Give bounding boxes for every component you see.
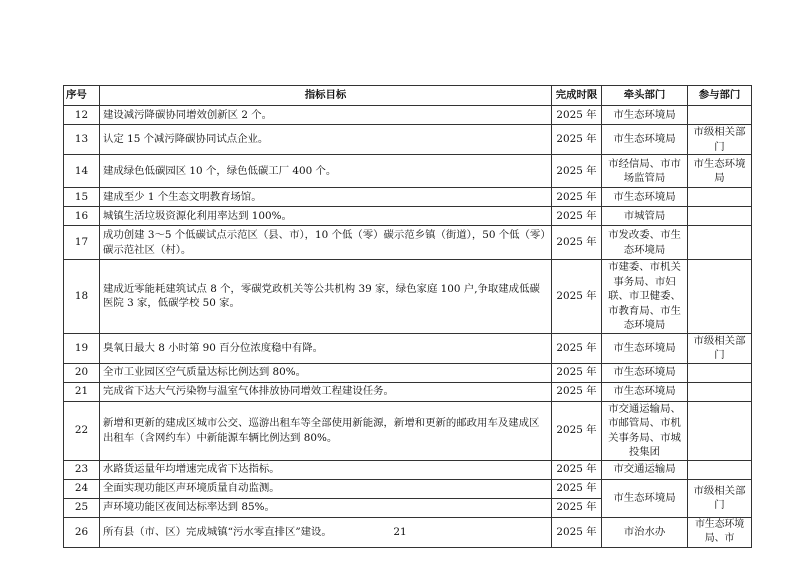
cell-lead: 市生态环境局 [602,363,688,382]
table-row [64,226,752,260]
cell-target: 全面实现功能区声环境质量自动监测。 [100,479,552,498]
cell-lead: 市城管局 [602,207,688,226]
table-row [64,125,752,155]
cell-target: 认定 15 个减污降碳协同试点企业。 [100,125,552,155]
header-seq: 序号 [64,86,100,106]
cell-seq: 17 [64,226,100,260]
cell-target: 建成绿色低碳园区 10 个，绿色低碳工厂 400 个。 [100,155,552,188]
table-row [64,260,752,334]
cell-deadline: 2025 年 [552,401,602,460]
cell-seq: 22 [64,401,100,460]
header-deadline: 完成时限 [552,86,602,106]
table-row [64,401,752,460]
cell-deadline: 2025 年 [552,125,602,155]
cell-target: 水路货运量年均增速完成省下达指标。 [100,460,552,479]
cell-participants [688,226,752,260]
cell-target: 建设减污降碳协同增效创新区 2 个。 [100,106,552,125]
cell-lead: 市生态环境局 [602,382,688,401]
header-target: 指标目标 [100,86,552,106]
cell-seq: 14 [64,155,100,188]
cell-seq: 24 [64,479,100,498]
cell-participants [688,188,752,207]
table-row [64,207,752,226]
cell-deadline: 2025 年 [552,498,602,517]
cell-deadline: 2025 年 [552,226,602,260]
table-row [64,363,752,382]
cell-deadline: 2025 年 [552,460,602,479]
cell-target: 成功创建 3～5 个低碳试点示范区（县、市），10 个低（零）碳示范乡镇（街道），50 个低（零）碳示范社区（村）。 [100,226,552,260]
cell-participants [688,401,752,460]
table-header-row [64,86,752,106]
cell-participants: 市级相关部门 [688,125,752,155]
table-row [64,382,752,401]
cell-target: 全市工业园区空气质量达标比例达到 80%。 [100,363,552,382]
cell-participants [688,106,752,125]
cell-target: 所有县（市、区）完成城镇“污水零直排区”建设。 [100,517,552,547]
cell-deadline: 2025 年 [552,363,602,382]
cell-lead: 市发改委、市生态环境局 [602,226,688,260]
table-row [64,188,752,207]
table-row [64,106,752,125]
cell-participants [688,382,752,401]
cell-lead: 市交通运输局、市邮管局、市机关事务局、市城投集团 [602,401,688,460]
cell-deadline: 2025 年 [552,382,602,401]
cell-deadline: 2025 年 [552,333,602,363]
cell-deadline: 2025 年 [552,479,602,498]
cell-lead: 市生态环境局 [602,188,688,207]
cell-lead: 市经信局、市市场监管局 [602,155,688,188]
cell-deadline: 2025 年 [552,106,602,125]
cell-seq: 23 [64,460,100,479]
cell-participants: 市生态环境局、市 [688,517,752,547]
header-participants: 参与部门 [688,86,752,106]
targets-table [63,85,752,548]
cell-seq: 20 [64,363,100,382]
cell-participants [688,207,752,226]
cell-deadline: 2025 年 [552,207,602,226]
cell-target: 建成至少 1 个生态文明教育场馆。 [100,188,552,207]
cell-participants: 市生态环境局 [688,155,752,188]
cell-seq: 26 [64,517,100,547]
cell-participants [688,260,752,334]
table-row [64,333,752,363]
cell-participants: 市级相关部门 [688,333,752,363]
cell-target: 完成省下达大气污染物与温室气体排放协同增效工程建设任务。 [100,382,552,401]
table-row [64,479,752,498]
cell-lead: 市生态环境局 [602,479,688,517]
table-row [64,460,752,479]
page-number: 21 [393,526,407,538]
cell-lead: 市生态环境局 [602,106,688,125]
cell-seq: 19 [64,333,100,363]
cell-deadline: 2025 年 [552,517,602,547]
cell-target: 声环境功能区夜间达标率达到 85%。 [100,498,552,517]
cell-seq: 21 [64,382,100,401]
cell-deadline: 2025 年 [552,260,602,334]
cell-lead: 市生态环境局 [602,125,688,155]
cell-lead: 市交通运输局 [602,460,688,479]
cell-deadline: 2025 年 [552,188,602,207]
cell-lead: 市生态环境局 [602,333,688,363]
cell-target: 建成近零能耗建筑试点 8 个，零碳党政机关等公共机构 39 家，绿色家庭 100 户,争取建成低碳医院 3 家，低碳学校 50 家。 [100,260,552,334]
cell-seq: 15 [64,188,100,207]
cell-lead: 市治水办 [602,517,688,547]
cell-seq: 16 [64,207,100,226]
cell-target: 臭氧日最大 8 小时第 90 百分位浓度稳中有降。 [100,333,552,363]
cell-target: 城镇生活垃圾资源化利用率达到 100%。 [100,207,552,226]
cell-target: 新增和更新的建成区城市公交、巡游出租车等全部使用新能源，新增和更新的邮政用车及建成区出租车（含网约车）中新能源车辆比例达到 80%。 [100,401,552,460]
cell-seq: 13 [64,125,100,155]
cell-deadline: 2025 年 [552,155,602,188]
cell-seq: 25 [64,498,100,517]
cell-seq: 18 [64,260,100,334]
cell-participants [688,460,752,479]
header-lead: 牵头部门 [602,86,688,106]
cell-participants: 市级相关部门 [688,479,752,517]
cell-lead: 市建委、市机关事务局、市妇联、市卫健委、市教育局、市生态环境局 [602,260,688,334]
cell-seq: 12 [64,106,100,125]
cell-participants [688,363,752,382]
table-row [64,155,752,188]
